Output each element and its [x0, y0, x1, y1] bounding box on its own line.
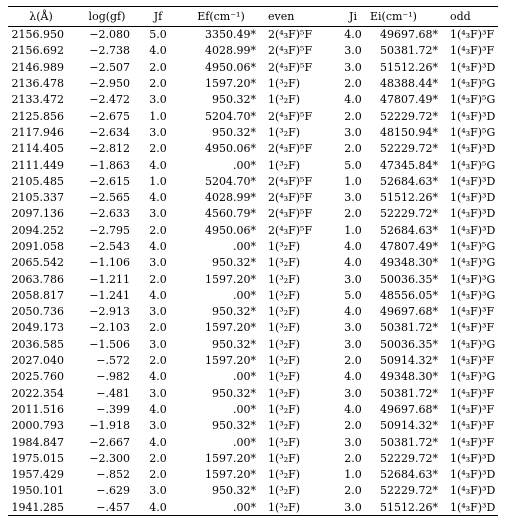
cell-ef: .00*	[233, 402, 256, 416]
table-row	[8, 450, 498, 466]
cell-odd-config: 1(⁴₃F)³F	[450, 28, 495, 42]
cell-odd-config: 1(⁴₃F)³D	[450, 207, 496, 221]
cell-wavelength: 2065.542	[11, 256, 64, 270]
cell-even-config: 1(³₂F)	[268, 272, 301, 286]
cell-ei: 52229.72*	[380, 109, 438, 123]
cell-odd-config: 1(⁴₃F)³D	[450, 468, 496, 482]
cell-ei: 47345.84*	[380, 158, 438, 172]
cell-wavelength: 2094.252	[11, 223, 64, 237]
cell-ji: 4.0	[344, 256, 362, 270]
cell-ef: 1597.20*	[205, 272, 256, 286]
cell-odd-config: 1(⁴₃F)³G	[450, 370, 496, 384]
cell-ji: 4.0	[344, 28, 362, 42]
cell-ef: 950.32*	[212, 256, 256, 270]
cell-odd-config: 1(⁴₃F)³G	[450, 337, 496, 351]
cell-ji: 3.0	[344, 337, 362, 351]
line-list-table-container	[8, 6, 498, 516]
table-row	[8, 336, 498, 352]
cell-jf: 4.0	[140, 499, 176, 515]
cell-loggf: −2.615	[89, 174, 130, 188]
cell-loggf: −2.675	[89, 109, 130, 123]
cell-ji: 3.0	[338, 499, 368, 515]
cell-ei: 51512.26*	[380, 60, 438, 74]
cell-wavelength: 2133.472	[11, 93, 64, 107]
cell-ef: 5204.70*	[205, 109, 256, 123]
cell-wavelength: 2011.516	[11, 402, 64, 416]
cell-ef: 4950.06*	[205, 142, 256, 156]
table-row	[8, 222, 498, 238]
table-row	[8, 434, 498, 450]
cell-odd-config: 1(⁴₃F)³D	[450, 142, 496, 156]
cell-ef: 950.32*	[212, 125, 256, 139]
table-row	[8, 499, 498, 515]
cell-even-config: 1(³₂F)	[268, 77, 301, 91]
cell-wavelength: 2117.946	[11, 125, 64, 139]
header-ei: Ei(cm⁻¹)	[368, 7, 448, 27]
cell-ei: 50914.32*	[380, 419, 438, 433]
cell-even-config: 1(³₂F)	[268, 354, 301, 368]
cell-ji: 3.0	[344, 125, 362, 139]
cell-odd-config: 1(⁴₃F)⁵G	[450, 77, 496, 91]
table-row	[8, 124, 498, 140]
cell-ei: 52684.63*	[380, 223, 438, 237]
cell-even-config: 1(³₂F)	[268, 419, 301, 433]
cell-odd-config: 1(⁴₃F)⁵G	[450, 240, 496, 253]
cell-loggf: −2.300	[89, 451, 130, 465]
cell-ji: 2.0	[344, 354, 362, 368]
cell-jf: 4.0	[149, 402, 167, 416]
cell-wavelength: 2105.337	[11, 191, 64, 205]
cell-odd-config: 1(⁴₃F)³D	[450, 191, 496, 205]
cell-ef: 5204.70*	[205, 174, 256, 188]
header-loggf: log(gf)	[74, 7, 140, 27]
cell-loggf: −2.795	[89, 223, 130, 237]
cell-wavelength: 2136.478	[11, 77, 64, 91]
table-row	[8, 108, 498, 124]
table-row	[8, 385, 498, 401]
cell-loggf: −2.507	[89, 60, 130, 74]
cell-odd-config: 1(⁴₃F)⁵G	[450, 93, 496, 107]
cell-jf: 3.0	[149, 337, 167, 351]
cell-odd-config: 1(⁴₃F)⁵G	[450, 125, 496, 139]
cell-ji: 3.0	[344, 191, 362, 205]
cell-wavelength: 2097.136	[11, 207, 64, 221]
header-row	[8, 7, 498, 27]
cell-loggf: −1.106	[89, 256, 130, 270]
cell-wavelength: 2114.405	[11, 142, 64, 156]
cell-ei: 50914.32*	[380, 354, 438, 368]
cell-odd-config: 1(⁴₃F)³D	[450, 174, 496, 188]
cell-ei: 49697.68*	[380, 28, 438, 42]
cell-wavelength: 2091.058	[11, 240, 64, 253]
cell-wavelength: 1950.101	[11, 484, 64, 498]
cell-ji: 2.0	[344, 419, 362, 433]
cell-ji: 1.0	[344, 223, 362, 237]
cell-even-config: 1(³₂F)	[268, 468, 301, 482]
cell-loggf: −.399	[96, 402, 130, 416]
cell-loggf: −2.667	[89, 435, 130, 449]
cell-even-config: 1(³₂F)	[268, 386, 301, 400]
cell-loggf: −1.863	[89, 158, 130, 172]
cell-ei: 48150.94*	[380, 125, 438, 139]
table-row	[8, 141, 498, 157]
cell-ei: 48388.44*	[380, 77, 438, 91]
line-list-table	[8, 6, 498, 516]
cell-wavelength: 2156.692	[11, 44, 64, 58]
cell-jf: 4.0	[149, 44, 167, 58]
cell-odd-config: 1(⁴₃F)³G	[450, 272, 496, 286]
cell-ei: 52229.72*	[380, 484, 438, 498]
table-row	[8, 238, 498, 254]
cell-even-config: 1(³₂F)	[268, 288, 301, 302]
cell-ei: 50381.72*	[380, 435, 438, 449]
cell-ji: 1.0	[344, 468, 362, 482]
cell-ef: .00*	[233, 288, 256, 302]
cell-ef: .00*	[233, 435, 256, 449]
cell-even-config: 1(³₂F)	[268, 125, 301, 139]
cell-wavelength: 2111.449	[11, 158, 64, 172]
cell-loggf: −.572	[96, 354, 130, 368]
cell-ef: 4028.99*	[205, 44, 256, 58]
cell-jf: 2.0	[149, 60, 167, 74]
cell-loggf: −2.634	[89, 125, 130, 139]
cell-ef: 4028.99*	[205, 191, 256, 205]
cell-wavelength: 2050.736	[11, 305, 64, 319]
cell-ei: 48556.05*	[380, 288, 438, 302]
cell-ji: 3.0	[344, 60, 362, 74]
table-row	[8, 157, 498, 173]
table-row	[8, 418, 498, 434]
cell-jf: 4.0	[149, 240, 167, 253]
cell-wavelength: 2156.950	[11, 28, 64, 42]
cell-odd-config: 1(⁴₃F)³F	[450, 386, 495, 400]
cell-ji: 4.0	[344, 402, 362, 416]
cell-ei: 52229.72*	[380, 142, 438, 156]
cell-ei: 47807.49*	[380, 240, 438, 253]
cell-ef: 4950.06*	[205, 60, 256, 74]
cell-loggf: −2.633	[89, 207, 130, 221]
table-row	[8, 320, 498, 336]
cell-ef: 3350.49*	[205, 28, 256, 42]
cell-odd-config: 1(⁴₃F)³G	[450, 256, 496, 270]
cell-jf: 3.0	[149, 419, 167, 433]
cell-even-config: 1(³₂F)	[268, 305, 301, 319]
cell-ef: .00*	[233, 370, 256, 384]
cell-odd-config: 1(⁴₃F)³G	[450, 288, 496, 302]
table-row	[8, 287, 498, 303]
cell-ei: 52229.72*	[380, 451, 438, 465]
cell-loggf: −2.913	[89, 305, 130, 319]
cell-ei: 51512.26*	[368, 499, 448, 515]
cell-even-config: 1(³₂F)	[268, 256, 301, 270]
cell-wavelength: 2022.354	[11, 386, 64, 400]
cell-wavelength: 1975.015	[11, 451, 64, 465]
cell-ef: 950.32*	[212, 305, 256, 319]
cell-odd-config: 1(⁴₃F)³D	[450, 451, 496, 465]
cell-jf: 3.0	[149, 386, 167, 400]
cell-even-config: 1(³₂F)	[268, 435, 301, 449]
cell-ji: 2.0	[344, 484, 362, 498]
cell-wavelength: 2036.585	[11, 337, 64, 351]
cell-ji: 4.0	[344, 93, 362, 107]
table-row	[8, 304, 498, 320]
cell-ef: .00*	[176, 499, 266, 515]
header-ef: Ef(cm⁻¹)	[176, 7, 266, 27]
cell-ef: 950.32*	[212, 419, 256, 433]
cell-ji: 2.0	[344, 142, 362, 156]
cell-wavelength: 2025.760	[11, 370, 64, 384]
table-row	[8, 467, 498, 483]
cell-loggf: −.852	[96, 468, 130, 482]
cell-wavelength: 1984.847	[11, 435, 64, 449]
cell-loggf: −.457	[74, 499, 140, 515]
table-body	[8, 27, 498, 516]
cell-ei: 50381.72*	[380, 321, 438, 335]
cell-jf: 1.0	[149, 174, 167, 188]
cell-wavelength: 2146.989	[11, 60, 64, 74]
cell-jf: 3.0	[149, 93, 167, 107]
cell-loggf: −2.565	[89, 191, 130, 205]
cell-ef: 1597.20*	[205, 321, 256, 335]
cell-ei: 52684.63*	[380, 174, 438, 188]
cell-loggf: −.629	[96, 484, 130, 498]
cell-ef: 950.32*	[212, 484, 256, 498]
cell-jf: 2.0	[149, 142, 167, 156]
table-row	[8, 206, 498, 222]
cell-odd-config: 1(⁴₃F)³D	[448, 499, 498, 515]
cell-odd-config: 1(⁴₃F)³D	[450, 109, 496, 123]
cell-loggf: −2.812	[89, 142, 130, 156]
cell-ji: 2.0	[344, 77, 362, 91]
cell-ef: 4560.79*	[205, 207, 256, 221]
cell-even-config: 1(³₂F)	[268, 158, 301, 172]
header-ji: Ji	[338, 7, 368, 27]
cell-loggf: −2.103	[89, 321, 130, 335]
cell-odd-config: 1(⁴₃F)³F	[450, 321, 495, 335]
cell-ei: 47807.49*	[380, 93, 438, 107]
header-odd: odd	[448, 7, 498, 27]
cell-even-config: 2(⁴₃F)⁵F	[268, 28, 313, 42]
cell-ef: 1597.20*	[205, 77, 256, 91]
cell-even-config: 2(⁴₃F)⁵F	[268, 142, 313, 156]
cell-wavelength: 1941.285	[8, 499, 74, 515]
cell-even-config: 1(³₂F)	[268, 337, 301, 351]
cell-loggf: −2.472	[89, 93, 130, 107]
cell-jf: 1.0	[149, 109, 167, 123]
cell-ji: 3.0	[344, 272, 362, 286]
cell-loggf: −1.211	[89, 272, 130, 286]
cell-loggf: −2.080	[89, 28, 130, 42]
cell-wavelength: 2063.786	[11, 272, 64, 286]
table-header	[8, 7, 498, 27]
cell-odd-config: 1(⁴₃F)³F	[450, 435, 495, 449]
cell-jf: 4.0	[149, 158, 167, 172]
cell-ji: 3.0	[344, 386, 362, 400]
cell-odd-config: 1(⁴₃F)³F	[450, 402, 495, 416]
table-row	[8, 352, 498, 368]
cell-wavelength: 2105.485	[11, 174, 64, 188]
cell-ji: 2.0	[344, 109, 362, 123]
cell-odd-config: 1(⁴₃F)³F	[450, 354, 495, 368]
cell-jf: 2.0	[149, 77, 167, 91]
cell-wavelength: 1957.429	[11, 468, 64, 482]
cell-ef: 1597.20*	[205, 354, 256, 368]
cell-ji: 4.0	[344, 240, 362, 253]
cell-loggf: −1.506	[89, 337, 130, 351]
cell-ei: 49348.30*	[380, 370, 438, 384]
cell-ji: 3.0	[344, 44, 362, 58]
cell-loggf: −2.950	[89, 77, 130, 91]
table-row	[8, 43, 498, 59]
cell-ei: 50381.72*	[380, 44, 438, 58]
cell-even-config: 1(³₂F)	[268, 321, 301, 335]
cell-ef: 950.32*	[212, 93, 256, 107]
cell-even-config: 1(³₂F)	[268, 484, 301, 498]
cell-even-config: 1(³₂F)	[268, 402, 301, 416]
cell-ei: 52229.72*	[380, 207, 438, 221]
table-row	[8, 92, 498, 108]
cell-jf: 3.0	[149, 305, 167, 319]
cell-jf: 2.0	[149, 272, 167, 286]
cell-jf: 2.0	[149, 451, 167, 465]
table-row	[8, 401, 498, 417]
cell-ji: 1.0	[344, 174, 362, 188]
table-row	[8, 255, 498, 271]
cell-ei: 50381.72*	[380, 386, 438, 400]
table-row	[8, 27, 498, 43]
cell-loggf: −2.738	[89, 44, 130, 58]
cell-loggf: −.481	[96, 386, 130, 400]
cell-jf: 3.0	[149, 125, 167, 139]
cell-ef: .00*	[233, 240, 256, 253]
cell-even-config: 2(⁴₃F)⁵F	[268, 223, 313, 237]
cell-ji: 5.0	[344, 288, 362, 302]
cell-ji: 4.0	[344, 305, 362, 319]
cell-wavelength: 2049.173	[11, 321, 64, 335]
table-row	[8, 189, 498, 205]
cell-jf: 3.0	[149, 207, 167, 221]
cell-jf: 4.0	[149, 191, 167, 205]
cell-even-config: 2(⁴₃F)⁵F	[268, 60, 313, 74]
cell-even-config: 2(⁴₃F)⁵F	[268, 207, 313, 221]
header-jf: Jf	[140, 7, 176, 27]
cell-jf: 2.0	[149, 354, 167, 368]
cell-even-config: 2(⁴₃F)⁵F	[268, 44, 313, 58]
cell-odd-config: 1(⁴₃F)³F	[450, 305, 495, 319]
cell-ef: 1597.20*	[205, 451, 256, 465]
cell-ei: 49697.68*	[380, 402, 438, 416]
cell-ef: 950.32*	[212, 386, 256, 400]
cell-ji: 3.0	[344, 435, 362, 449]
cell-ef: 4950.06*	[205, 223, 256, 237]
cell-jf: 2.0	[149, 468, 167, 482]
cell-wavelength: 2000.793	[11, 419, 64, 433]
cell-even-config: 1(³₂F)	[268, 451, 301, 465]
cell-odd-config: 1(⁴₃F)⁵G	[450, 158, 496, 172]
cell-odd-config: 1(⁴₃F)³D	[450, 60, 496, 74]
cell-wavelength: 2058.817	[11, 288, 64, 302]
cell-loggf: −1.241	[89, 288, 130, 302]
cell-even-config: 1(³₂F)	[268, 93, 301, 107]
cell-ef: 950.32*	[212, 337, 256, 351]
cell-ei: 50036.35*	[380, 337, 438, 351]
cell-jf: 2.0	[149, 223, 167, 237]
table-row	[8, 483, 498, 499]
cell-even-config: 1(³₂F)	[266, 499, 338, 515]
cell-loggf: −.982	[96, 370, 130, 384]
cell-ei: 52684.63*	[380, 468, 438, 482]
cell-even-config: 2(⁴₃F)⁵F	[268, 109, 313, 123]
cell-jf: 2.0	[149, 321, 167, 335]
cell-ji: 4.0	[344, 370, 362, 384]
cell-even-config: 1(³₂F)	[268, 370, 301, 384]
cell-loggf: −2.543	[89, 240, 130, 253]
cell-even-config: 2(⁴₃F)⁵F	[268, 174, 313, 188]
cell-loggf: −1.918	[89, 419, 130, 433]
table-row	[8, 271, 498, 287]
cell-ef: 1597.20*	[205, 468, 256, 482]
cell-ei: 51512.26*	[380, 191, 438, 205]
cell-jf: 3.0	[149, 256, 167, 270]
cell-jf: 4.0	[149, 370, 167, 384]
cell-ef: .00*	[233, 158, 256, 172]
table-row	[8, 59, 498, 75]
table-row	[8, 173, 498, 189]
table-row	[8, 369, 498, 385]
cell-ji: 2.0	[344, 451, 362, 465]
cell-ei: 49697.68*	[380, 305, 438, 319]
cell-jf: 4.0	[149, 435, 167, 449]
cell-odd-config: 1(⁴₃F)³F	[450, 419, 495, 433]
table-row	[8, 75, 498, 91]
cell-wavelength: 2027.040	[11, 354, 64, 368]
cell-jf: 4.0	[149, 288, 167, 302]
header-wavelength: λ(Å)	[8, 7, 74, 27]
cell-ji: 5.0	[344, 158, 362, 172]
cell-wavelength: 2125.856	[11, 109, 64, 123]
cell-ei: 49348.30*	[380, 256, 438, 270]
cell-jf: 5.0	[149, 28, 167, 42]
cell-even-config: 2(⁴₃F)⁵F	[268, 191, 313, 205]
cell-odd-config: 1(⁴₃F)³D	[450, 223, 496, 237]
cell-ei: 50036.35*	[380, 272, 438, 286]
cell-ji: 2.0	[344, 207, 362, 221]
cell-jf: 3.0	[149, 484, 167, 498]
cell-ji: 3.0	[344, 321, 362, 335]
cell-even-config: 1(³₂F)	[268, 240, 301, 253]
cell-odd-config: 1(⁴₃F)³D	[450, 484, 496, 498]
header-even: even	[266, 7, 338, 27]
cell-odd-config: 1(⁴₃F)³F	[450, 44, 495, 58]
